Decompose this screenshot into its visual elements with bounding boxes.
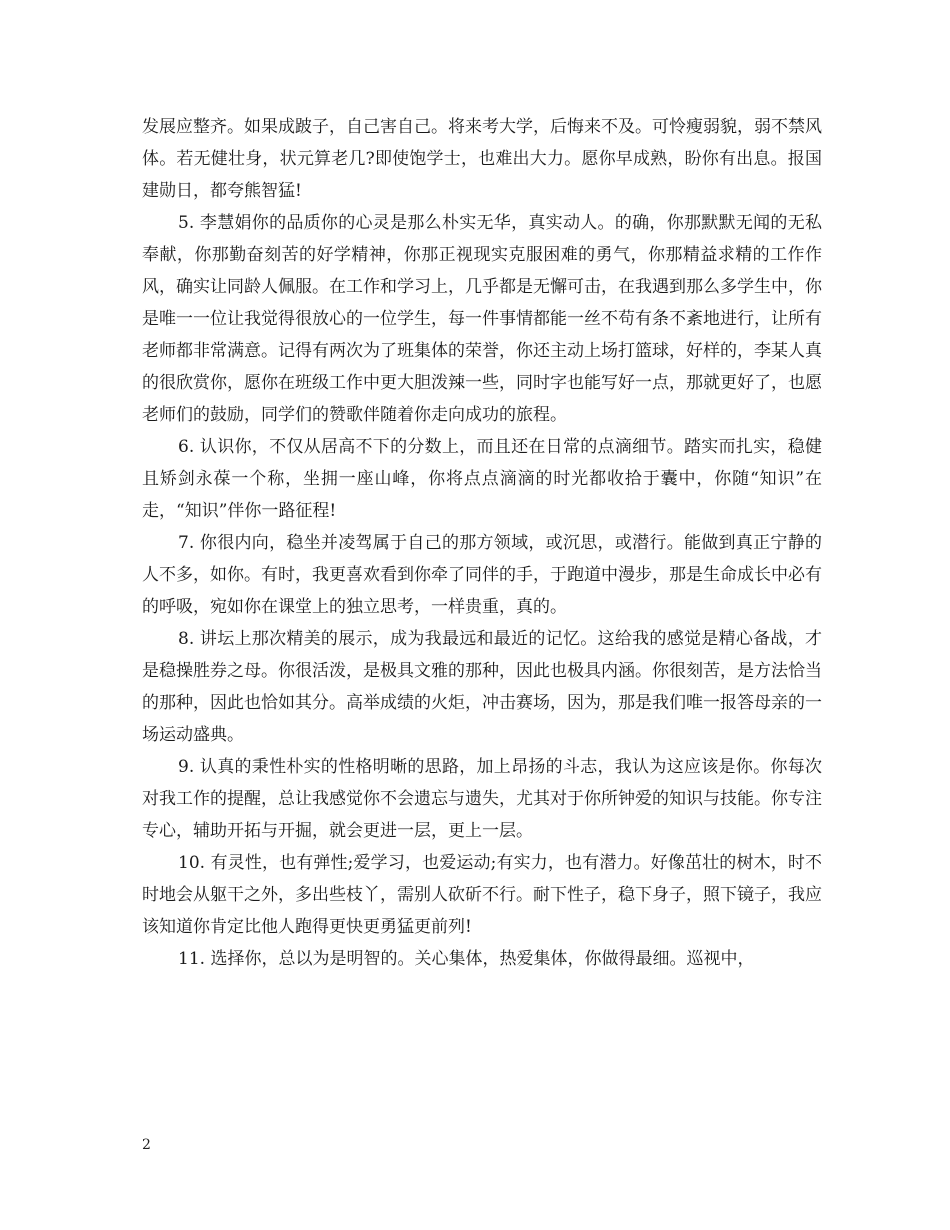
paragraph-item-11: 11. 选择你，总以为是明智的。关心集体，热爱集体，你做得最细。巡视中， bbox=[178, 949, 755, 969]
paragraph-item-7: 7. 你很内向，稳坐并凌驾属于自己的那方领域，或沉思，或潜行。能做到真正宁静的人不多，如你。有时，我更喜欢看到你牵了同伴的手，于跑道中漫步，那是生命成长中必有的呼吸，宛如你在课堂上的独立思考，一样贵重，真的。 bbox=[142, 533, 822, 617]
paragraph-item-9: 9. 认真的秉性朴实的性格明晰的思路，加上昂扬的斗志，我认为这应该是你。你每次对我工作的提醒，总让我感觉你不会遗忘与遗失，尤其对于你所钟爱的知识与技能。你专注专心，辅助开拓与开掘，就会更进一层，更上一层。 bbox=[142, 757, 822, 841]
document-body bbox=[142, 111, 822, 975]
page-number: 2 bbox=[142, 1137, 151, 1153]
paragraph-item-5: 5. 李慧娟你的品质你的心灵是那么朴实无华，真实动人。的确，你那默默无闻的无私奉献，你那勤奋刻苦的好学精神，你那正视现实克服困难的勇气，你那精益求精的工作作风，确实让同龄人佩服。在工作和学习上，几乎都是无懈可击，在我遇到那么多学生中，你是唯一一位让我觉得很放心的一位学生，每一件事情都能一丝不苟有条不紊地进行，让所有老师都非常满意。记得有两次为了班集体的荣誉，你还主动上场打篮球，好样的，李某人真的很欣赏你，愿你在班级工作中更大胆泼辣一些，同时字也能写好一点，那就更好了，也愿老师们的鼓励，同学们的赞歌伴随着你走向成功的旅程。 bbox=[142, 213, 822, 425]
paragraph-item-6: 6. 认识你，不仅从居高不下的分数上，而且还在日常的点滴细节。踏实而扎实，稳健且矫剑永葆一个称，坐拥一座山峰，你将点点滴滴的时光都收拾于囊中，你随“知识”在走，“知识”伴你一路征程! bbox=[142, 437, 822, 521]
paragraph-item-8: 8. 讲坛上那次精美的展示，成为我最远和最近的记忆。这给我的感觉是精心备战，才是稳操胜券之母。你很活泼，是极具文雅的那种，因此也极具内涵。你很刻苦，是方法恰当的那种，因此也恰如其分。高举成绩的火炬，冲击赛场，因为，那是我们唯一报答母亲的一场运动盛典。 bbox=[142, 629, 822, 745]
paragraph-item-10: 10. 有灵性，也有弹性;爱学习，也爱运动;有实力，也有潜力。好像茁壮的树木，时不时地会从躯干之外，多出些枝丫，需别人砍斫不行。耐下性子，稳下身子，照下镜子，我应该知道你肯定比他人跑得更快更勇猛更前列! bbox=[142, 853, 822, 937]
paragraph-continuation: 发展应整齐。如果成跛子，自己害自己。将来考大学，后悔来不及。可怜瘦弱貌，弱不禁风体。若无健壮身，状元算老几?即使饱学士，也难出大力。愿你早成熟，盼你有出息。报国建勋日，都夸熊智猛! bbox=[142, 117, 822, 201]
